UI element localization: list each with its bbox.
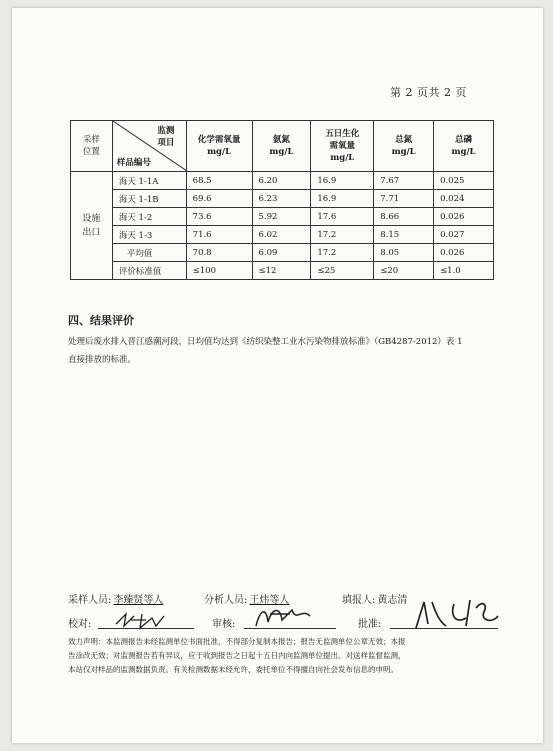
approver-label: 批准: [358, 619, 382, 630]
value-cell: 6.09 [252, 244, 311, 262]
value-cell: 16.9 [311, 190, 374, 208]
value-cell: 17.2 [311, 226, 374, 244]
conclusion-paragraph [68, 333, 504, 369]
value-cell: 68.5 [186, 172, 252, 190]
sample-id-cell: 海天 1-3 [112, 226, 186, 244]
approver-signature-scribble [410, 594, 506, 634]
value-cell: 6.02 [252, 226, 311, 244]
value-cell: 71.6 [186, 226, 252, 244]
sample-id-cell: 海天 1-1B [112, 190, 186, 208]
value-cell: 69.6 [186, 190, 252, 208]
table-header-row [71, 121, 494, 172]
value-cell: 8.05 [374, 244, 434, 262]
header-sample-id: 样品编号 [116, 158, 151, 168]
analyst-label: 分析人员: [204, 595, 248, 606]
sample-id-cell: 评价标准值 [112, 262, 186, 280]
table-row-average [71, 244, 494, 262]
value-cell: 0.025 [434, 172, 494, 190]
value-cell: ≤100 [186, 262, 252, 280]
reporter-field [342, 591, 407, 606]
value-cell: 17.6 [311, 208, 374, 226]
reviewer-signature-scribble [250, 602, 320, 632]
sample-id-cell: 海天 1-2 [112, 208, 186, 226]
value-cell: 7.71 [374, 190, 434, 208]
header-cod: 化学需氧量 mg/L [186, 121, 252, 172]
table-row [71, 190, 494, 208]
value-cell: 17.2 [311, 244, 374, 262]
reviewer-field [212, 615, 235, 630]
value-cell: 8.15 [374, 226, 434, 244]
table-row [71, 226, 494, 244]
checker-label: 校对: [68, 619, 92, 630]
value-cell: 5.92 [252, 208, 311, 226]
disclaimer-line-1: 效力声明：本监测报告未经监测单位书面批准，不得部分复制本报告；报告无监测单位公章无效；本报 [68, 637, 406, 646]
sample-id-cell: 平均值 [112, 244, 186, 262]
value-cell: ≤25 [311, 262, 374, 280]
table-row-standard [71, 262, 494, 280]
header-bod5: 五日生化 需氧量 mg/L [311, 121, 374, 172]
value-cell: ≤20 [374, 262, 434, 280]
sampler-label: 采样人员: [68, 595, 112, 606]
analyst-value: 王炜等人 [249, 595, 290, 606]
checker-field [68, 615, 91, 630]
header-monitoring-item: 监测 项目 [157, 126, 175, 148]
value-cell: ≤1.0 [434, 262, 494, 280]
section-title: 四、结果评价 [68, 314, 134, 327]
reporter-value: 黄志清 [377, 595, 408, 606]
value-cell: 0.027 [434, 226, 494, 244]
reporter-label: 填报人: [342, 595, 376, 606]
value-cell: 70.8 [186, 244, 252, 262]
monitoring-results-table [70, 120, 494, 280]
disclaimer-line-3: 本站仅对样品的监测数据负责。有关检测数据未经允许，委托单位不得擅自向社会发布信息的申明。 [68, 665, 398, 674]
value-cell: 0.024 [434, 190, 494, 208]
value-cell: ≤12 [252, 262, 311, 280]
sampler-field [68, 591, 163, 606]
value-cell: 6.23 [252, 190, 311, 208]
reviewer-label: 审核: [212, 619, 236, 630]
value-cell: 6.20 [252, 172, 311, 190]
sampler-value: 李臻贤等人 [113, 595, 164, 606]
value-cell: 0.026 [434, 244, 494, 262]
value-cell: 8.66 [374, 208, 434, 226]
header-ammonia-nitrogen: 氨氮 mg/L [252, 121, 311, 172]
disclaimer-line-2: 告涂改无效；对监测报告若有异议，应于收到报告之日起十五日内向监测单位提出。对送样监督监测， [68, 651, 406, 660]
value-cell: 73.6 [186, 208, 252, 226]
table-row [71, 208, 494, 226]
header-diagonal-cell [112, 121, 186, 172]
page-number: 第 2 页共 2 页 [390, 86, 467, 99]
checker-signature-scribble [112, 608, 172, 632]
header-total-nitrogen: 总氮 mg/L [374, 121, 434, 172]
value-cell: 16.9 [311, 172, 374, 190]
conclusion-line-2: 直接排放的标准。 [68, 355, 137, 365]
validity-statement [68, 635, 512, 677]
value-cell: 7.67 [374, 172, 434, 190]
header-sampling-location: 采样 位置 [71, 121, 113, 172]
table-row [71, 172, 494, 190]
header-total-phosphorus: 总磷 mg/L [434, 121, 494, 172]
approver-field [358, 615, 381, 630]
sample-id-cell: 海天 1-1A [112, 172, 186, 190]
document-page [12, 8, 543, 743]
value-cell: 0.026 [434, 208, 494, 226]
location-cell: 设施 出口 [71, 172, 113, 280]
conclusion-line-1: 处理后废水排入晋江感潮河段，日均值均达到《纺织染整工业水污染物排放标准》（GB4287-2012）表 1 [68, 337, 463, 347]
